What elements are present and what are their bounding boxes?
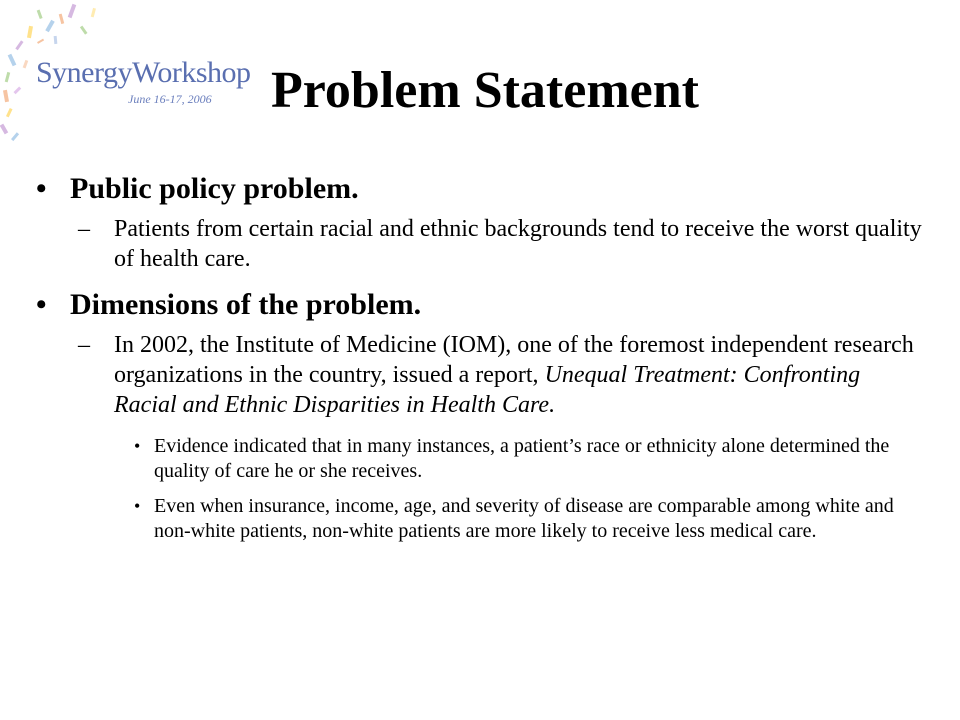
slide-title-text: Problem Statement — [271, 62, 699, 119]
slide-title — [0, 62, 960, 119]
sub-sub-bullet-text: Evidence indicated that in many instances, a patient’s race or ethnicity alone determined the quality of care he or she receives. — [154, 435, 890, 482]
dash-icon: – — [78, 332, 90, 358]
bullet-icon: • — [134, 436, 141, 456]
sub-sub-bullet-text: Even when insurance, income, age, and severity of disease are comparable among white and non-white patients, non-white patients are more likely to receive less medical care. — [154, 495, 894, 542]
bullet-public-policy — [36, 170, 926, 208]
slide-body — [36, 170, 926, 554]
bullet-text: Public policy problem. — [70, 172, 359, 205]
sub-bullet-text: Patients from certain racial and ethnic backgrounds tend to receive the worst quality of health care. — [114, 216, 922, 272]
report-title: Unequal Treatment: Confronting Racial and Ethnic Disparities in Health Care. — [114, 362, 861, 418]
sub-sub-bullet-evidence — [36, 434, 932, 484]
bullet-icon: • — [36, 288, 47, 321]
bullet-icon: • — [36, 172, 47, 205]
bullet-icon: • — [134, 496, 141, 516]
sub-bullet-text: In 2002, the Institute of Medicine (IOM), one of the foremost independent research organizations in the country, issued a report, — [114, 332, 914, 388]
sub-sub-bullet-insurance — [36, 494, 932, 544]
dash-icon: – — [78, 216, 90, 242]
sub-bullet-iom-report — [36, 330, 926, 420]
sub-bullet-patients — [36, 214, 926, 274]
bullet-text: Dimensions of the problem. — [70, 288, 422, 321]
bullet-dimensions — [36, 286, 926, 324]
logo-name: SynergyWorkshop — [36, 56, 251, 89]
logo-date: June 16-17, 2006 — [128, 92, 212, 106]
